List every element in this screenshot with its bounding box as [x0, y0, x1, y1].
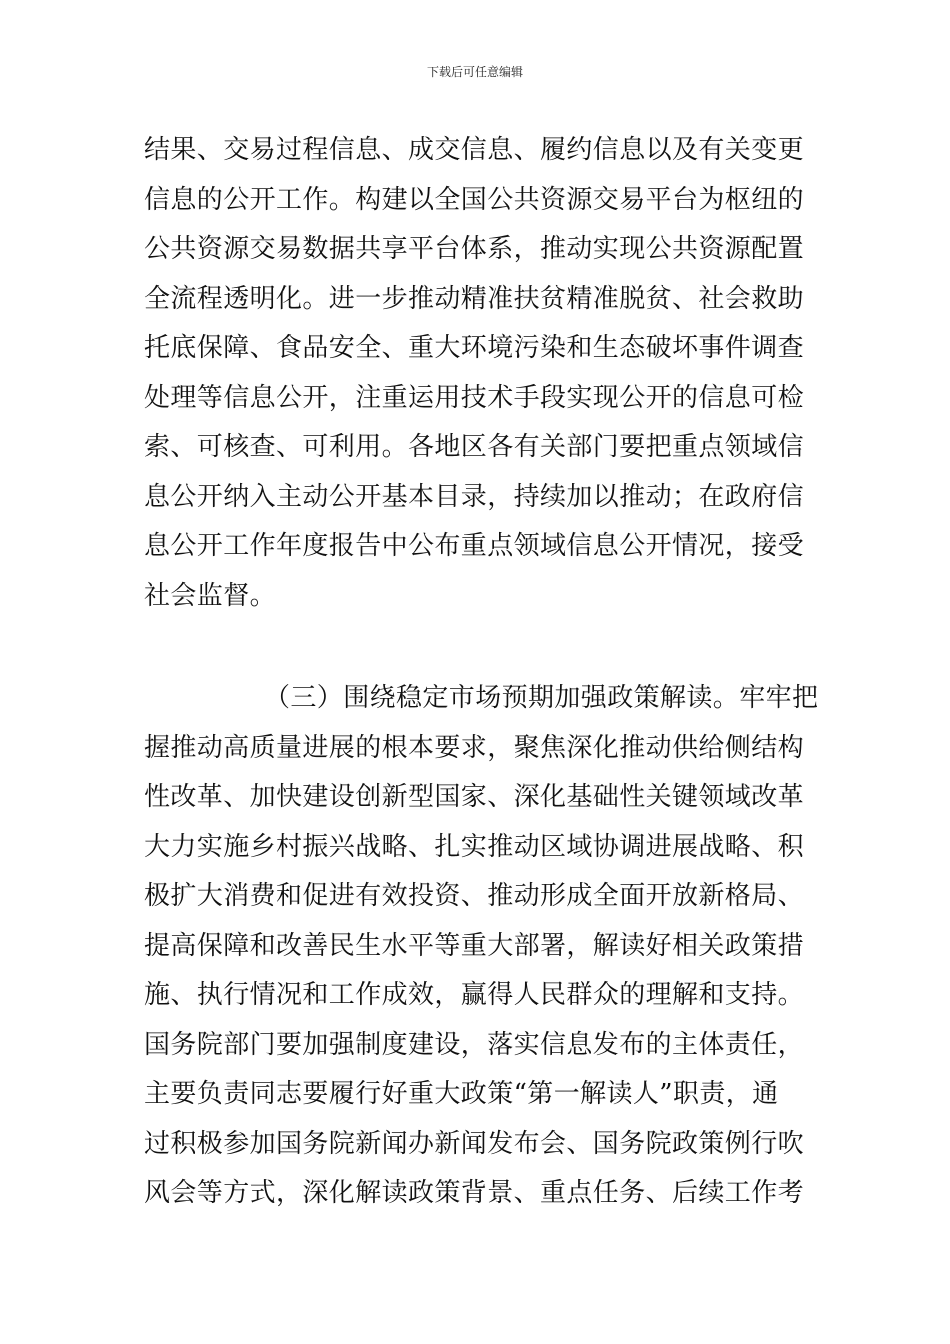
paragraph-2: [144, 674, 819, 1219]
text-line: 息公开纳入主动公开基本目录，持续加以推动；在政府信: [144, 481, 805, 512]
text-line: （三）围绕稳定市场预期加强政策解读。牢牢把: [264, 683, 819, 713]
text-line: 处理等信息公开，注重运用技术手段实现公开的信息可检: [144, 382, 805, 413]
text-line: 索、可核查、可利用。各地区各有关部门要把重点领域信: [144, 432, 805, 462]
text-line: 过积极参加国务院新闻办新闻发布会、国务院政策例行吹: [144, 1128, 805, 1159]
text-line: 息公开工作年度报告中公布重点领域信息公开情况，接受: [144, 531, 805, 561]
text-line: 施、执行情况和工作成效，赢得人民群众的理解和支持。: [144, 980, 805, 1010]
text-line: 握推动高质量进展的根本要求，聚焦深化推动供给侧结构: [144, 732, 805, 763]
text-line: 信息的公开工作。构建以全国公共资源交易平台为枢纽的: [144, 184, 805, 215]
text-line: 托底保障、食品安全、重大环境污染和生态破坏事件调查: [144, 333, 805, 363]
text-line: 提高保障和改善民生水平等重大部署，解读好相关政策措: [144, 930, 805, 961]
text-line: 极扩大消费和促进有效投资、推动形成全面开放新格局、: [144, 881, 805, 911]
text-line: 结果、交易过程信息、成交信息、履约信息以及有关变更: [144, 135, 805, 165]
text-line: 社会监督。: [144, 580, 277, 611]
text-line: 大力实施乡村振兴战略、扎实推动区域协调进展战略、积: [144, 831, 805, 862]
text-line: 性改革、加快建设创新型国家、深化基础性关键领域改革: [144, 782, 805, 812]
text-line: 公共资源交易数据共享平台体系，推动实现公共资源配置: [144, 234, 805, 264]
text-line: 主要负责同志要履行好重大政策“第一解读人”职责，通: [144, 1079, 779, 1109]
text-line: 全流程透明化。进一步推动精准扶贫精准脱贫、社会救助: [144, 283, 805, 314]
text-line: 国务院部门要加强制度建设，落实信息发布的主体责任，: [144, 1029, 805, 1060]
page-header-note: 下载后可任意编辑: [426, 65, 523, 79]
paragraph-1: [144, 126, 808, 621]
text-line: 风会等方式，深化解读政策背景、重点任务、后续工作考: [144, 1178, 805, 1208]
